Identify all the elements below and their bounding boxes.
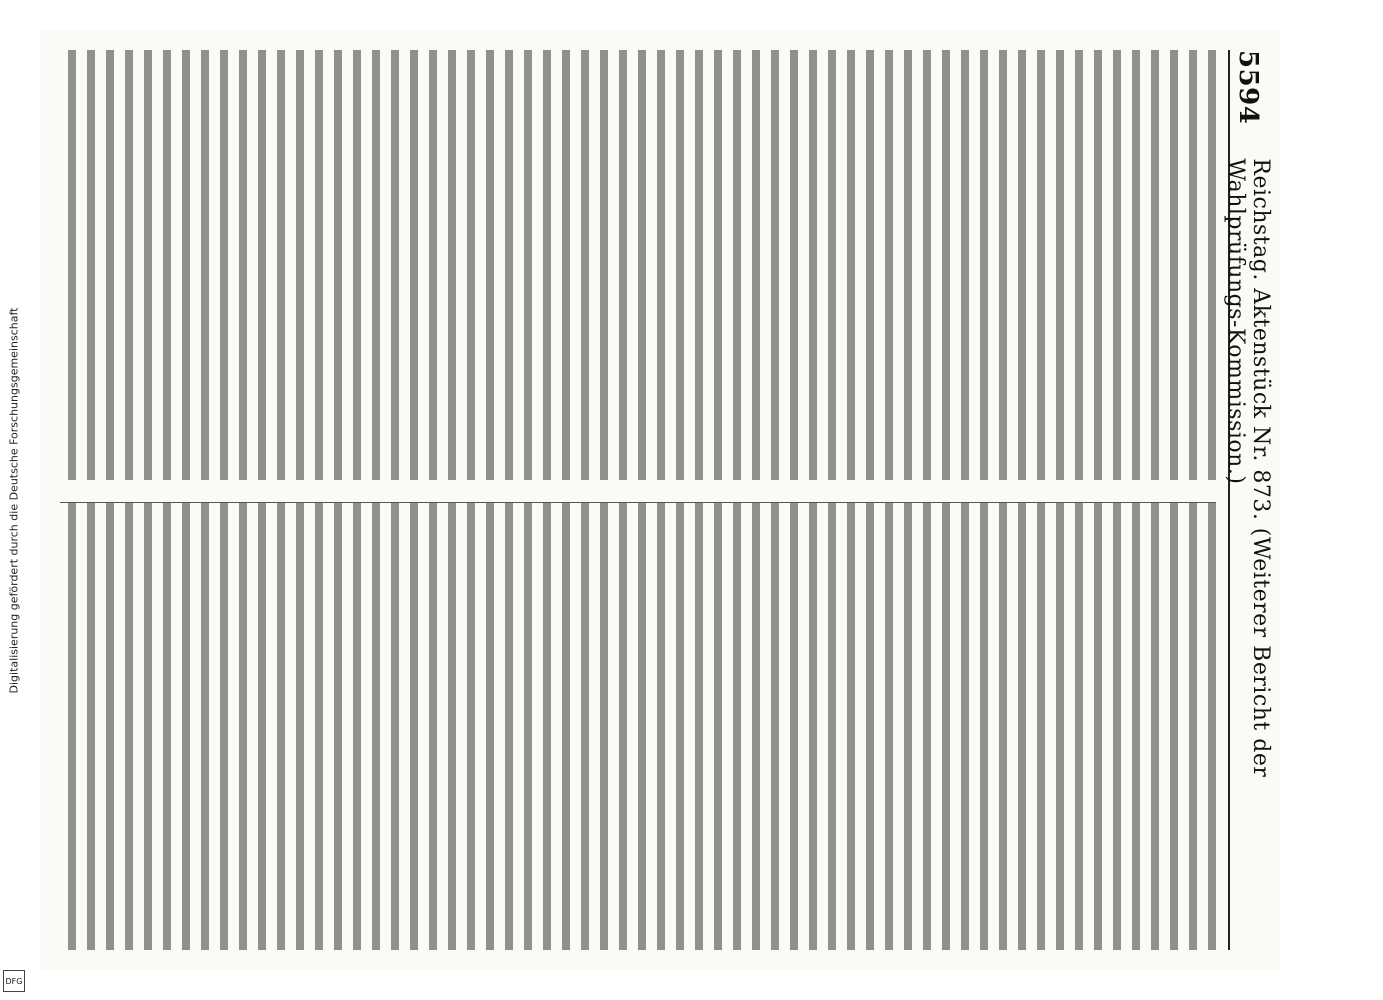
illegible-text-block bbox=[60, 50, 1216, 480]
dfg-logo-icon: DFG bbox=[3, 970, 25, 992]
left-column bbox=[60, 50, 1216, 480]
illegible-text-block bbox=[60, 503, 1216, 951]
document-page bbox=[40, 30, 1280, 970]
page-wrapper bbox=[40, 30, 1280, 970]
page-number: 5594 bbox=[1233, 50, 1263, 125]
text-columns bbox=[60, 50, 1216, 950]
credit-strip bbox=[0, 0, 28, 1000]
credit-text: Digitalisierung gefördert durch die Deutsche Forschungsgemeinschaft bbox=[7, 307, 21, 693]
header-title: Reichstag. Aktenstück Nr. 873. (Weiterer Bericht der Wahlprüfungs-Kommission.) bbox=[1223, 158, 1273, 778]
running-header bbox=[1223, 50, 1273, 950]
right-column bbox=[60, 502, 1216, 951]
